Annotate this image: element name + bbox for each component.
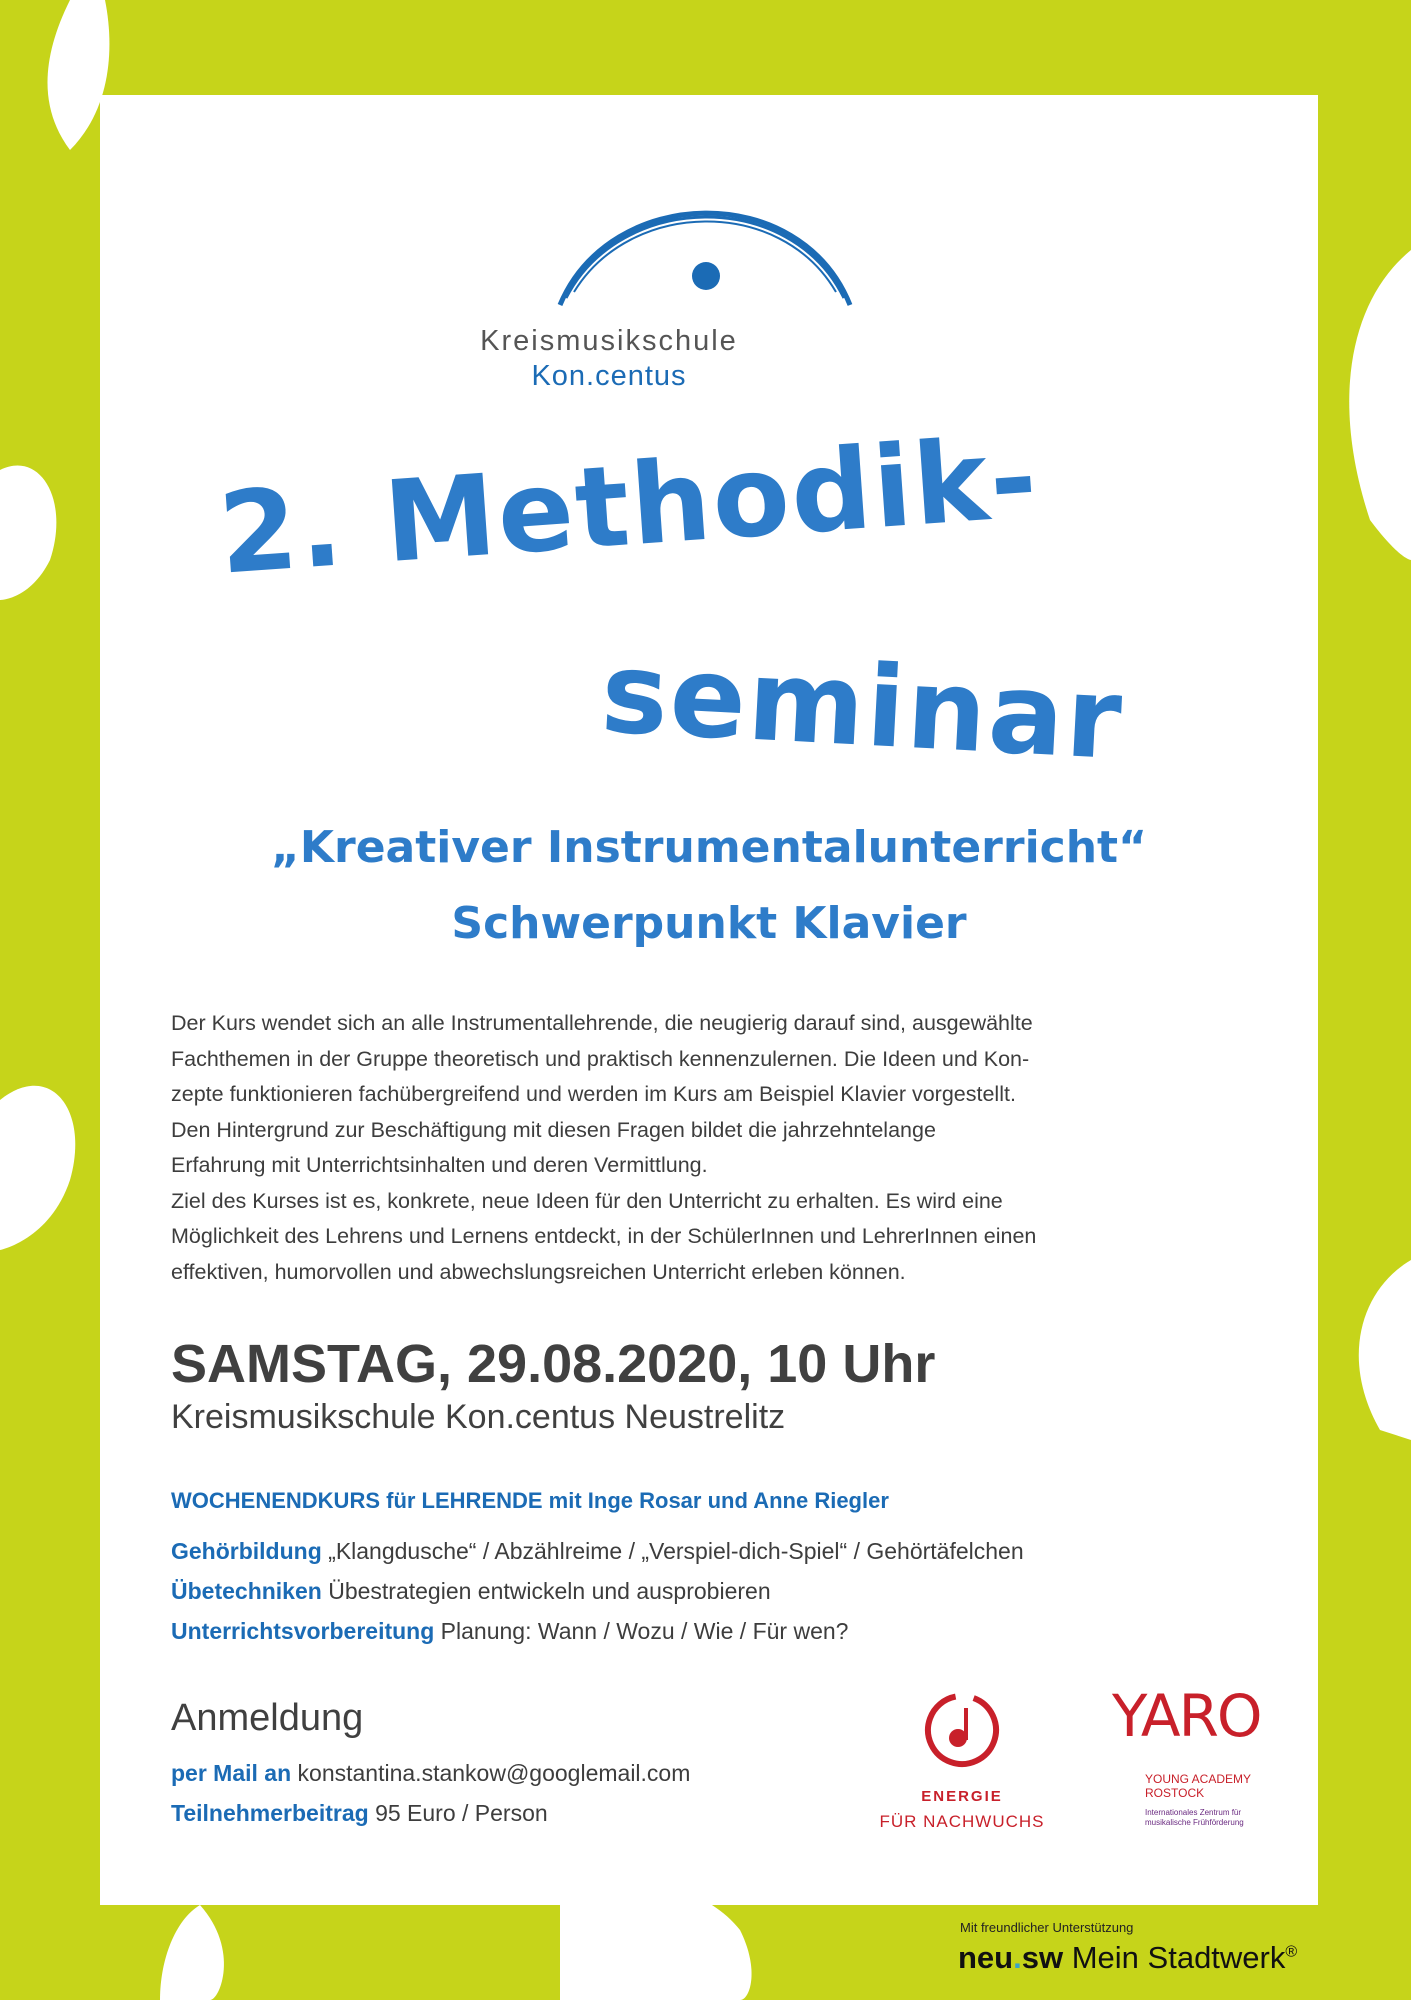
sponsor-brand: [958, 1940, 1297, 1976]
topic-key: Übetechniken: [171, 1578, 322, 1604]
topic-row: [171, 1618, 848, 1645]
registration-title: Anmeldung: [171, 1697, 364, 1739]
course-title: WOCHENENDKURS für LEHRENDE mit Inge Rosar und Anne Riegler: [171, 1488, 889, 1513]
subtitle-line-1: „Kreativer Instrumentalunterricht“: [270, 822, 1148, 873]
fee-value: 95 Euro / Person: [375, 1800, 548, 1826]
topic-row: [171, 1578, 771, 1605]
description-line: Der Kurs wendet sich an alle Instrumentallehrende, die neugierig darauf sind, ausgewählte: [171, 1011, 1033, 1035]
yaro-line-2: ROSTOCK: [1145, 1786, 1205, 1800]
topic-key: Unterrichtsvorbereitung: [171, 1618, 435, 1644]
description-line: zepte funktionieren fachübergreifend und werden im Kurs am Beispiel Klavier vorgestellt.: [171, 1082, 1016, 1106]
headline-line-2: seminar: [598, 628, 1127, 786]
topic-text: „Klangdusche“ / Abzählreime / „Verspiel-dich-Spiel“ / Gehörtäfelchen: [328, 1538, 1024, 1564]
topic-text: Planung: Wann / Wozu / Wie / Für wen?: [440, 1618, 849, 1644]
description-line: Erfahrung mit Unterrichtsinhalten und deren Vermittlung.: [171, 1153, 708, 1177]
subtitle-line-2: Schwerpunkt Klavier: [451, 898, 967, 949]
mail-address[interactable]: konstantina.stankow@googlemail.com: [297, 1760, 691, 1786]
description-line: Fachthemen in der Gruppe theoretisch und praktisch kennenzulernen. Die Ideen und Kon-: [171, 1046, 1030, 1071]
mail-label: per Mail an: [171, 1760, 292, 1786]
kreismusikschule-logo-icon: [550, 180, 860, 320]
description-line: Den Hintergrund zur Beschäftigung mit diesen Fragen bildet die jahrzehntelange: [171, 1117, 936, 1142]
description-line: Möglichkeit des Lehrens und Lernens entdeckt, in der SchülerInnen und LehrerInnen einen: [171, 1224, 1037, 1248]
sponsor-brand-b: sw: [1021, 1940, 1064, 1975]
sponsor-caption: Mit freundlicher Unterstützung: [960, 1920, 1134, 1935]
event-venue: Kreismusikschule Kon.centus Neustrelitz: [171, 1398, 786, 1436]
yaro-line-1: YOUNG ACADEMY: [1145, 1772, 1252, 1786]
topic-row: [171, 1538, 1024, 1565]
description-line: effektiven, humorvollen und abwechslungsreichen Unterricht erleben können.: [171, 1259, 906, 1284]
sponsor-tagline: Mein Stadtwerk: [1071, 1940, 1286, 1975]
topic-key: Gehörbildung: [171, 1538, 322, 1564]
course-description: [171, 1006, 1231, 1290]
yaro-line-3: Internationales Zentrum für: [1145, 1808, 1242, 1817]
registration-mail-row: [171, 1760, 690, 1787]
logo-subname: Kon.centus: [531, 360, 687, 392]
sponsor-brand-dot: .: [1013, 1940, 1022, 1975]
energie-line-1: ENERGIE: [921, 1788, 1003, 1805]
yaro-logo: YARO: [1112, 1682, 1261, 1750]
energie-line-2: FÜR NACHWUCHS: [879, 1812, 1045, 1831]
logo-name: Kreismusikschule: [480, 325, 738, 357]
energie-note-icon: [922, 1690, 1002, 1770]
sponsor-reg: ®: [1285, 1943, 1298, 1961]
description-line: Ziel des Kurses ist es, konkrete, neue Ideen für den Unterricht zu erhalten. Es wird eine: [171, 1188, 1003, 1213]
headline-line-1: 2. Methodik-: [215, 412, 1043, 600]
event-date: SAMSTAG, 29.08.2020, 10 Uhr: [171, 1334, 936, 1394]
fee-label: Teilnehmerbeitrag: [171, 1800, 369, 1826]
registration-fee-row: [171, 1800, 548, 1827]
yaro-line-4: musikalische Frühförderung: [1145, 1818, 1244, 1827]
sponsor-brand-a: neu: [958, 1940, 1014, 1975]
topic-text: Übestrategien entwickeln und ausprobieren: [328, 1578, 771, 1604]
